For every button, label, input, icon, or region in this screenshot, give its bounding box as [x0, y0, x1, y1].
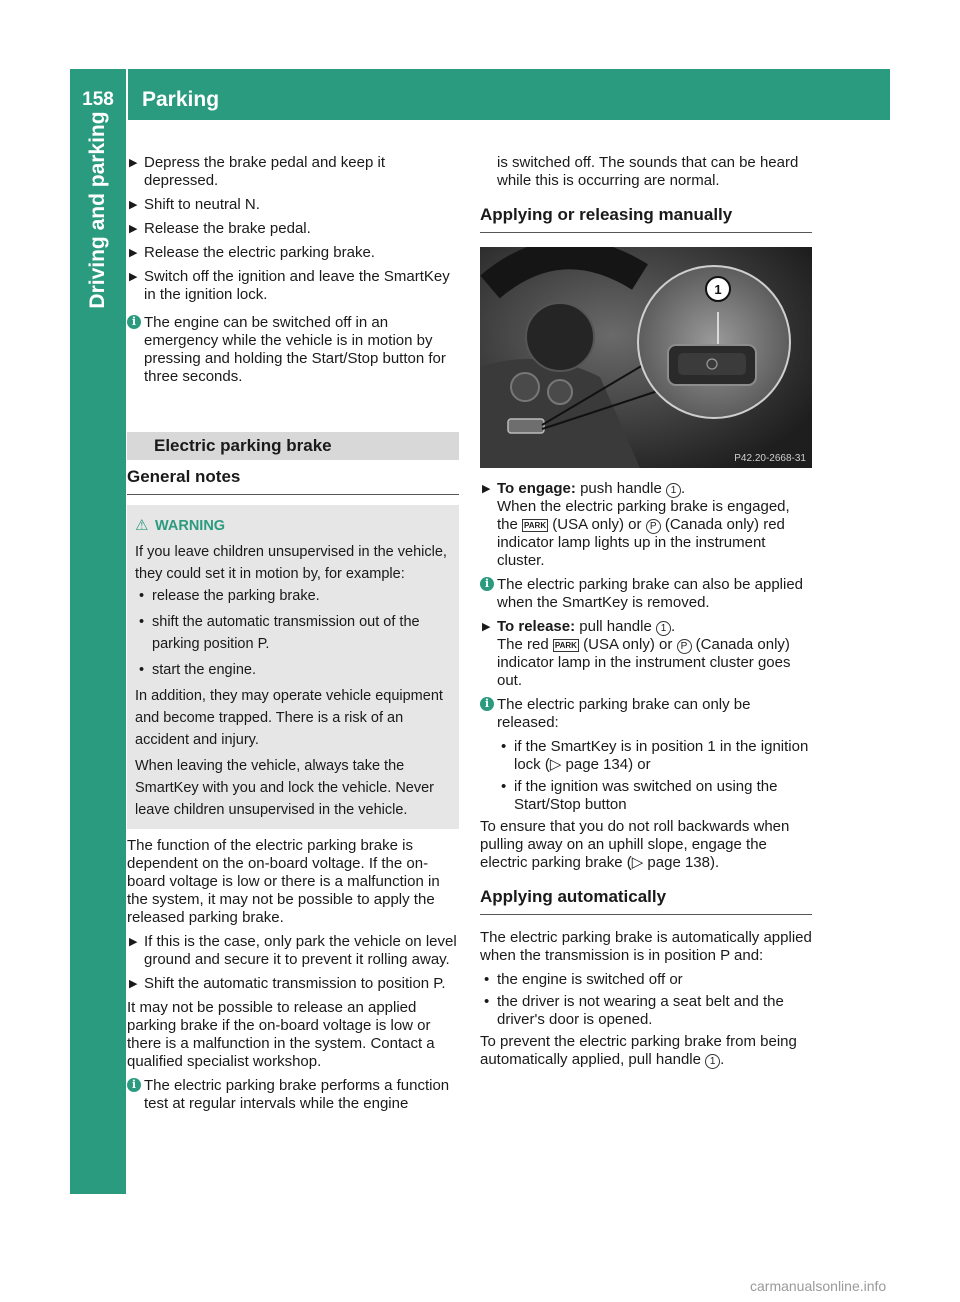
release-detail: The red: [497, 636, 549, 653]
section-heading-grey: Electric parking brake: [127, 432, 459, 460]
page-number: 158: [82, 89, 114, 110]
bullet-icon: •: [484, 971, 490, 988]
chapter-tab: [70, 111, 126, 1194]
info-note: [127, 314, 459, 386]
auto-condition: [480, 993, 812, 1029]
engage-indicator: red indicator lamp lights up in the instrument cluster.: [497, 516, 785, 569]
warning-box: [127, 505, 459, 829]
park-symbol-icon: PARK: [554, 641, 577, 650]
bullet-icon: •: [484, 993, 490, 1010]
brake-symbol-icon: P: [677, 639, 692, 654]
info-text: The electric parking brake can also be applied when the SmartKey is removed.: [497, 576, 804, 611]
step-item: [127, 220, 459, 238]
park-symbol-icon: PARK: [524, 521, 547, 530]
bullet-text: if the ignition was switched on using the Start/Stop button: [514, 778, 778, 813]
handle-ref-icon: 1: [705, 1054, 720, 1069]
right-column-lower: [480, 480, 812, 1075]
step-text: Release the brake pedal.: [144, 220, 311, 237]
release-condition: [497, 738, 812, 774]
warning-bullet: [135, 659, 451, 681]
step-arrow-icon: ▶: [129, 978, 138, 990]
step-item: [127, 154, 459, 190]
manual-heading: Applying or releasing manually: [480, 204, 812, 233]
engage-label: To engage:: [497, 480, 576, 497]
callout-number: 1: [714, 282, 722, 297]
info-icon: i: [127, 1078, 141, 1092]
info-note: [127, 1077, 459, 1113]
auto-heading: Applying automatically: [480, 886, 812, 915]
left-column: [127, 154, 459, 1119]
continued-text: is switched off. The sounds that can be heard while this is occurring are normal.: [497, 154, 799, 189]
step-engage: ▶ To engage: push handle 1 . When the electric parking brake is engaged, the PARK (USA only) or P (Canada only) red indicator lamp lights up in the instrument cluster.: [482, 480, 790, 569]
step-text: Depress the brake pedal and keep it depressed.: [144, 154, 385, 189]
paragraph: To ensure that you do not roll backwards when pulling away on an uphill slope, engage the electric parking brake (▷ page 138).: [480, 818, 790, 871]
step-arrow-icon: ▶: [129, 223, 138, 235]
step-arrow-icon: ▶: [482, 621, 491, 633]
info-note: [480, 696, 812, 732]
paragraph: It may not be possible to release an applied parking brake if the on-board voltage is low or there is a malfunction in the system. Contact a qualified specialist workshop.: [127, 999, 435, 1070]
release-action: pull handle: [579, 618, 652, 635]
bullet-text: start the engine.: [152, 662, 256, 678]
dashboard-illustration: [480, 247, 812, 468]
bullet-text: the driver is not wearing a seat belt and the driver's door is opened.: [497, 993, 784, 1028]
right-column: [480, 154, 812, 233]
step-item: [127, 196, 459, 214]
release-condition: [497, 778, 812, 814]
info-text: The electric parking brake can only be released:: [497, 696, 751, 731]
general-notes-heading: General notes: [127, 466, 459, 495]
chapter-tab-label: Driving and parking: [86, 111, 109, 309]
auto-condition: [480, 971, 812, 989]
step-arrow-icon: ▶: [129, 157, 138, 169]
photo-code: P42.20-2668-31: [734, 453, 806, 464]
step-item: [127, 268, 459, 304]
step-arrow-icon: ▶: [129, 936, 138, 948]
warning-title-text: WARNING: [155, 518, 226, 534]
info-icon: i: [480, 697, 494, 711]
auto-prevent-text: To prevent the electric parking brake from being automatically applied, pull handle: [480, 1033, 797, 1068]
step-item: [127, 933, 459, 969]
step-text: Shift to neutral N.: [144, 196, 260, 213]
warning-title: [135, 515, 451, 537]
engage-action: push handle: [580, 480, 662, 497]
bullet-text: the engine is switched off or: [497, 971, 683, 988]
warning-bullet: [135, 611, 451, 655]
engage-detail: When the electric parking brake is engaged, the: [497, 498, 790, 533]
release-canada: (Canada only) indicator lamp in the instrument cluster goes out.: [497, 636, 791, 689]
engage-canada: (Canada only): [664, 516, 760, 533]
bullet-icon: •: [501, 778, 507, 795]
release-usa: (USA only) or: [583, 636, 673, 653]
info-text: The electric parking brake performs a function test at regular intervals while the engine: [144, 1077, 450, 1112]
header-divider: [126, 69, 128, 120]
step-text: Shift the automatic transmission to position P.: [144, 975, 446, 992]
info-icon: i: [480, 577, 494, 591]
step-text: If this is the case, only park the vehicle on level ground and secure it to prevent it rolling away.: [144, 933, 457, 968]
step-text: Release the electric parking brake.: [144, 244, 375, 261]
step-arrow-icon: ▶: [482, 483, 491, 495]
paragraph: The function of the electric parking brake is dependent on the on-board voltage. If the on-board voltage is low or there is a malfunction in the system, it may not be possible to apply the released parking brake.: [127, 837, 440, 926]
step-release: ▶ To release: pull handle 1 . The red PARK (USA only) or P (Canada only) indicator lamp in the instrument cluster goes out.: [482, 618, 791, 689]
step-arrow-icon: ▶: [129, 247, 138, 259]
bullet-icon: •: [501, 738, 507, 755]
bullet-text: release the parking brake.: [152, 588, 320, 604]
info-text: The engine can be switched off in an emergency while the vehicle is in motion by pressing and holding the Start/Stop button for three seconds.: [144, 314, 446, 385]
warning-paragraph: In addition, they may operate vehicle equipment and become trapped. There is a risk of an accident and injury.: [135, 688, 443, 748]
bullet-icon: •: [139, 614, 145, 630]
warning-intro: If you leave children unsupervised in the vehicle, they could set it in motion by, for example:: [135, 544, 447, 582]
warning-paragraph: When leaving the vehicle, always take the SmartKey with you and lock the vehicle. Never leave children unsupervised in the vehicle.: [135, 758, 434, 818]
page-header: [70, 69, 890, 120]
parking-brake-photo: [480, 247, 812, 468]
watermark: carmanualsonline.info: [750, 1278, 887, 1294]
engage-usa: (USA only) or: [552, 516, 642, 533]
step-item: [127, 244, 459, 262]
warning-bullet: [135, 585, 451, 607]
paragraph: To prevent the electric parking brake from being automatically applied, pull handle 1 .: [480, 1033, 797, 1068]
warning-triangle-icon: ⚠: [135, 517, 149, 534]
paragraph: The electric parking brake is automatically applied when the transmission is in position P and:: [480, 929, 812, 964]
handle-ref-icon: 1: [666, 483, 681, 498]
handle-ref-icon: 1: [656, 621, 671, 636]
bullet-icon: •: [139, 588, 145, 604]
release-label: To release:: [497, 618, 576, 635]
info-icon: i: [127, 315, 141, 329]
section-title: Parking: [142, 88, 220, 111]
bullet-text: shift the automatic transmission out of the parking position P.: [152, 614, 420, 652]
step-item: [127, 975, 459, 993]
info-note: [480, 576, 812, 612]
step-text: Switch off the ignition and leave the SmartKey in the ignition lock.: [144, 268, 450, 303]
bullet-icon: •: [139, 662, 145, 678]
brake-symbol-icon: P: [646, 519, 661, 534]
step-arrow-icon: ▶: [129, 271, 138, 283]
bullet-text: if the SmartKey is in position 1 in the ignition lock (▷ page 134) or: [514, 738, 809, 773]
step-arrow-icon: ▶: [129, 199, 138, 211]
